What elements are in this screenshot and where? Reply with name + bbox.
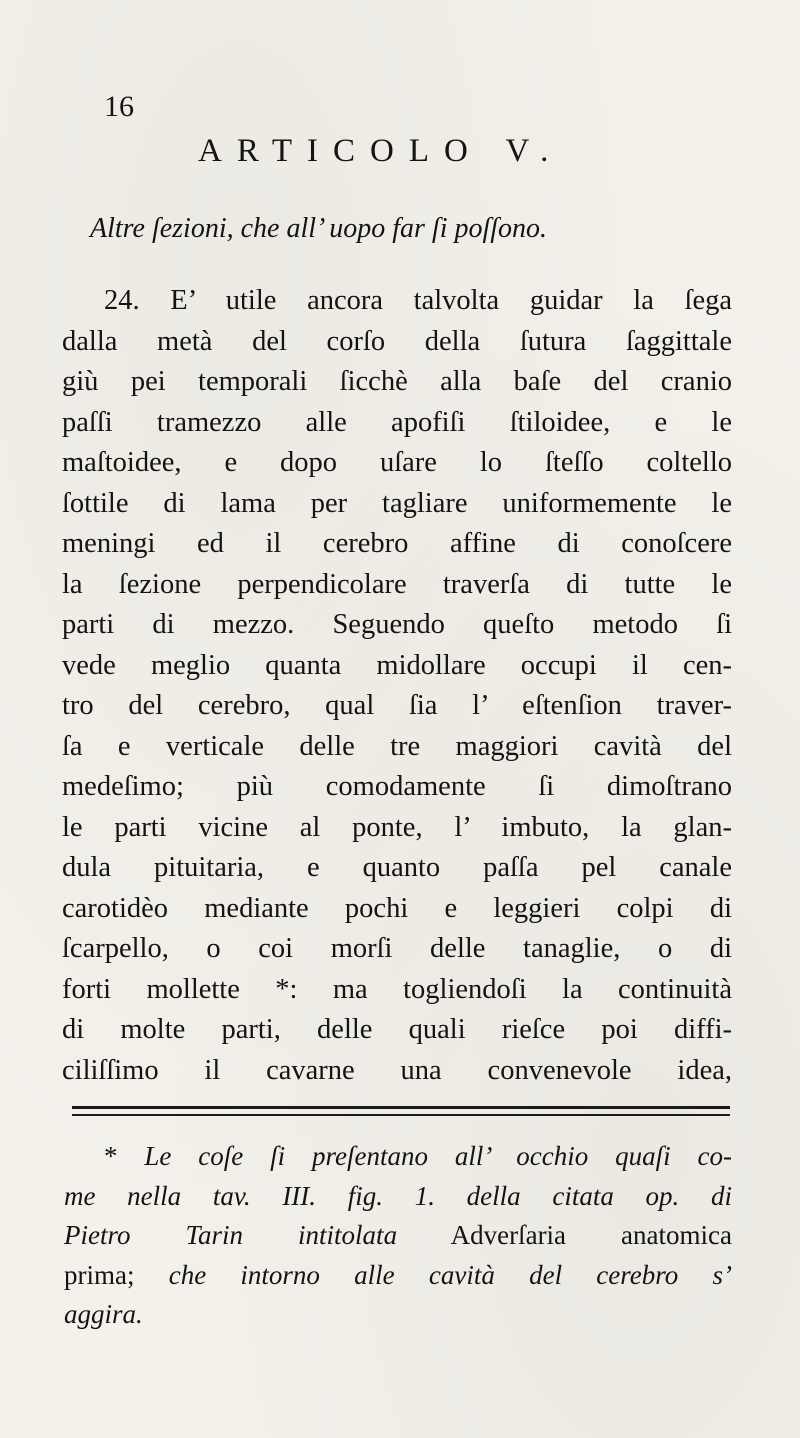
text-line: paſſi tramezzo alle apofiſi ſtiloidee, e le <box>62 406 732 438</box>
text-line: 24. E’ utile ancora talvolta guidar la ſega <box>104 285 732 316</box>
text-line: forti mollette *: ma togliendoſi la continuità <box>62 973 732 1005</box>
article-heading: ARTICOLO V. <box>198 133 564 169</box>
footnote-marker: * <box>104 1141 118 1171</box>
double-rule-bottom <box>72 1114 730 1116</box>
text-line: tro del cerebro, qual ſia l’ eſtenſion traver- <box>62 690 732 721</box>
text-line: maſtoidee, e dopo uſare lo ſteſſo coltello <box>62 447 732 478</box>
text-line: vede meglio quanta midollare occupi il cen- <box>62 649 732 681</box>
text-line: giù pei temporali ſicchè alla baſe del cranio <box>62 366 732 397</box>
text-line: meningi ed il cerebro affine di conoſcere <box>62 528 732 559</box>
section-subtitle: Altre ſezioni, che all’ uopo far ſi poſſono. <box>90 213 548 244</box>
body-paragraph <box>62 281 732 1091</box>
footnote-line: me nella tav. III. fig. 1. della citata op. di <box>64 1180 732 1211</box>
text-line: la ſezione perpendicolare traverſa di tutte le <box>62 568 732 600</box>
page-number: 16 <box>104 90 134 123</box>
text-line: dalla metà del corſo della ſutura ſaggittale <box>62 325 732 357</box>
footnote <box>64 1137 732 1335</box>
footnote-line: prima; che intorno alle cavità del cerebro s’ <box>64 1259 732 1290</box>
text-line: ſottile di lama per tagliare uniformemente le <box>62 487 732 519</box>
text-line: ſa e verticale delle tre maggiori cavità del <box>62 730 732 762</box>
text-line: dula pituitaria, e quanto paſſa pel canale <box>62 852 732 883</box>
text-line: medeſimo; più comodamente ſi dimoſtrano <box>62 771 732 802</box>
text-line: le parti vicine al ponte, l’ imbuto, la glan- <box>62 811 732 843</box>
text-line: parti di mezzo. Seguendo queſto metodo ſi <box>62 609 732 640</box>
double-rule-top <box>72 1106 730 1109</box>
footnote-line: Pietro Tarin intitolata Adverſaria anatomica <box>64 1220 732 1250</box>
text-line: ciliſſimo il cavarne una convenevole idea, <box>62 1054 732 1086</box>
text-line: carotidèo mediante pochi e leggieri colpi di <box>62 892 732 924</box>
footnote-line: * Le coſe ſi preſentano all’ occhio quaſi co- <box>104 1141 732 1171</box>
footnote-separator <box>72 1106 730 1121</box>
text-line: di molte parti, delle quali rieſce poi diffi- <box>62 1014 732 1045</box>
footnote-line: aggira. <box>64 1299 143 1329</box>
text-line: ſcarpello, o coi morſi delle tanaglie, o di <box>62 933 732 964</box>
